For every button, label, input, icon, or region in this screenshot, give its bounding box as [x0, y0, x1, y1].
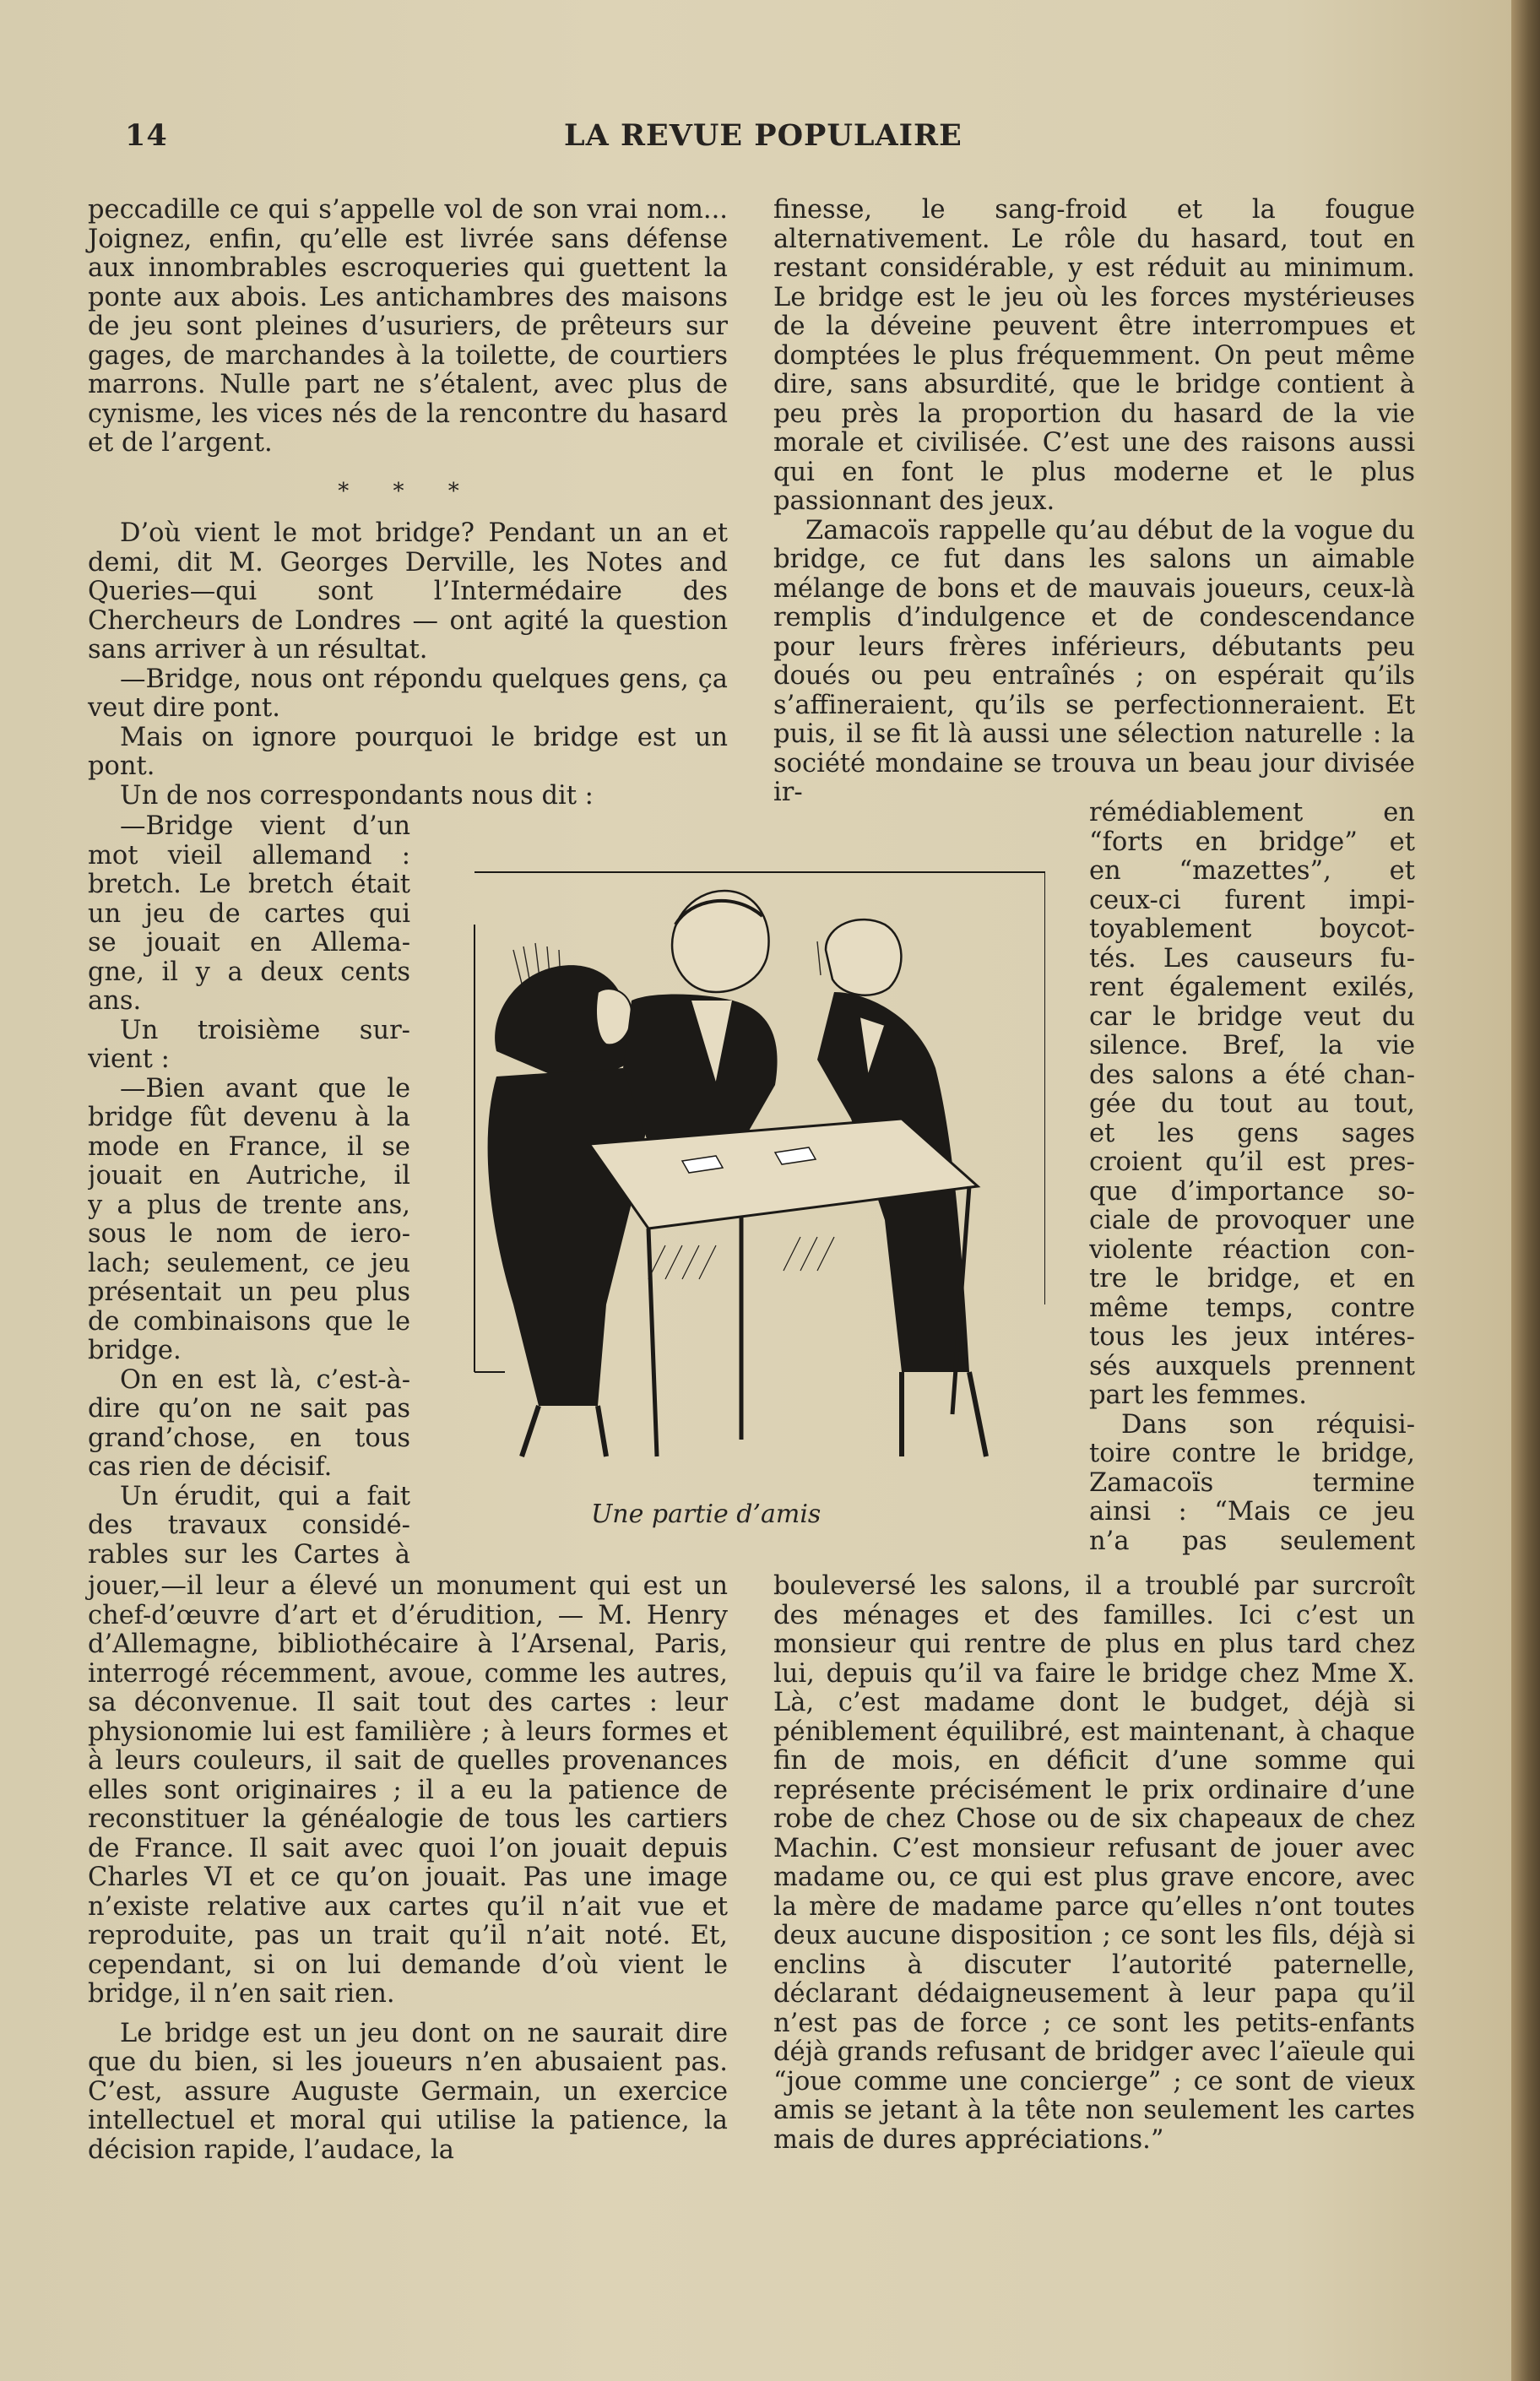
text-line: mode en France, il se — [88, 1132, 410, 1162]
column-2-narrow — [1089, 799, 1415, 1556]
text-line: —Bridge vient d’un — [120, 812, 410, 841]
text-line: cas rien de décisif. — [88, 1453, 333, 1482]
text-line: ciale de provoquer une — [1089, 1207, 1415, 1235]
text-line: y a plus de trente ans, — [88, 1190, 410, 1220]
text-line: des travaux considé- — [88, 1511, 410, 1540]
text-line: part les femmes. — [1089, 1381, 1307, 1410]
player-center — [623, 891, 778, 1144]
column-2-top — [773, 196, 1415, 808]
text-line: et les gens sages — [1089, 1119, 1415, 1148]
text-line: sés auxquels prennent — [1089, 1352, 1415, 1381]
text-line: lach; seulement, ce jeu — [88, 1249, 410, 1278]
text-line: de combinaisons que le — [88, 1307, 410, 1337]
text-line: Un érudit, qui a fait — [120, 1482, 410, 1511]
paragraph: peccadille ce qui s’appelle vol de son vrai nom... Joignez, enfin, qu’elle est livrée sans défense aux innombrables escroqueries qui guettent la ponte aux abois. Les antichambres des maisons de jeu sont pleines d’usuriers, de prêteurs sur gages, de marchandes à la toilette, de courtiers marrons. Nulle part ne s’étalent, avec plus de cynisme, les vices nés de la rencontre du hasard et de l’argent. — [88, 195, 728, 458]
page-spine-edge — [1511, 0, 1540, 2381]
text-line: sous le nom de iero- — [88, 1220, 410, 1249]
text-line: rables sur les Cartes à — [88, 1540, 410, 1570]
text-line: en “mazettes”, et — [1089, 857, 1415, 886]
text-line: “forts en bridge” et — [1089, 827, 1415, 857]
paragraph: Mais on ignore pourquoi le bridge est un pont. — [88, 722, 728, 781]
text-line: bridge fût devenu à la — [88, 1104, 410, 1132]
column-2-bottom — [773, 1572, 1415, 2155]
paragraph: Le bridge est un jeu dont on ne saurait dire que du bien, si les joueurs n’en abusaient pas. C’est, assure Auguste Germain, un exercice intellectuel et moral qui utilise la patience, la décision rapide, l’audace, la — [88, 2018, 728, 2165]
paragraph: D’où vient le mot bridge? Pendant un an et demi, dit M. Georges Derville, les Notes and Queries—qui sont l’Intermédaire des Chercheurs de Londres — ont agité la question sans arriver à un résultat. — [88, 518, 728, 664]
page-number: 14 — [125, 118, 168, 153]
text-line: rent également exilés, — [1089, 974, 1415, 1002]
text-line: bridge. — [88, 1337, 182, 1365]
text-line: dire qu’on ne sait pas — [88, 1395, 410, 1424]
paragraph: bouleversé les salons, il a troublé par surcroît des ménages et des familles. Ici c’est un monsieur qui rentre de plus en plus tard chez lui, depuis qu’il va faire le bridge chez Mme X. Là, c’est madame dont le budget, déjà si péniblement équilibré, est maintenant, à chaque fin de mois, en déficit d’une somme qui représente précisément le prix ordinaire d’une robe de chez Chose ou de six chapeaux de chez Machin. C’est monsieur refusant de jouer avec madame ou, ce qui est plus grave encore, avec la mère de madame parce qu’elles n’ont toutes deux aucune disposition ; ce sont les fils, déjà si enclins à discuter l’autorité paternelle, déclarant dédaigneusement à leur papa qu’il n’est pas de force ; ce sont les petits-enfants déjà grands refusant de bridger avec l’aïeule qui “joue comme une concierge” ; ce sont de vieux amis se jetant à la tête non seulement les cartes mais de dures appréciations.” — [773, 1571, 1415, 2155]
text-line: tous les jeux intéres- — [1089, 1323, 1415, 1352]
text-line: rémédiablement en — [1089, 799, 1415, 827]
text-line: se jouait en Allema- — [88, 929, 410, 957]
text-line: —Bien avant que le — [120, 1074, 410, 1104]
text-line: toyablement boycot- — [1089, 915, 1415, 944]
paragraph: Zamacoïs rappelle qu’au début de la vogue du bridge, ce fut dans les salons un aimable mélange de bons et de mauvais joueurs, ceux-là remplis d’indulgence et de condescendance pour leurs frères inférieurs, débutants peu doués ou peu entraînés ; on espérait qu’ils s’affineraient, qu’ils se perfectionneraient. Et puis, il se fit là aussi une sélection naturelle : la société mondaine se trouva un beau jour divisée ir- — [773, 515, 1415, 807]
text-line: grand’chose, en tous — [88, 1424, 410, 1453]
illustration-card-players — [463, 865, 1045, 1473]
text-line: des salons a été chan- — [1089, 1060, 1415, 1090]
text-line: mot vieil allemand : — [88, 841, 410, 871]
text-line: tre le bridge, et en — [1089, 1265, 1415, 1294]
text-line: Dans son réquisi- — [1121, 1410, 1415, 1440]
text-line: ans. — [88, 987, 142, 1016]
text-line: Zamacoïs termine — [1089, 1468, 1415, 1498]
text-line: n’a pas seulement — [1089, 1527, 1415, 1556]
paragraph: Un de nos correspondants nous dit : — [120, 780, 594, 811]
paragraph: finesse, le sang-froid et la fougue alternativement. Le rôle du hasard, tout en restant considérable, y est réduit au minimum. Le bridge est le jeu où les forces mystérieuses de la déveine peuvent être interrompues et domptées le plus fréquemment. On peut même dire, sans absurdité, que le bridge contient à peu près la proportion du hasard de la vie morale et civilisée. C’est une des raisons aussi qui en font le plus moderne et le plus passionnant des jeux. — [773, 195, 1415, 516]
paragraph: —Bridge, nous ont répondu quelques gens, ça veut dire pont. — [88, 664, 728, 723]
column-1-top — [88, 196, 728, 811]
text-line: ceux-ci furent impi- — [1089, 886, 1415, 915]
player-left — [488, 965, 648, 1456]
text-line: bretch. Le bretch était — [88, 871, 410, 899]
text-line: présentait un peu plus — [88, 1278, 410, 1307]
column-1-wrap — [88, 812, 410, 1570]
text-line: violente réaction con- — [1089, 1235, 1415, 1265]
illustration-caption: Une partie d’amis — [591, 1500, 822, 1529]
column-1-bottom — [88, 1572, 728, 2165]
section-separator: * * * — [338, 478, 478, 504]
text-line: vient : — [88, 1045, 170, 1074]
paragraph: jouer,—il leur a élevé un monument qui est un chef-d’œuvre d’art et d’érudition, — M. Henry d’Allemagne, bibliothécaire à l’Arsenal, Paris, interrogé récemment, avoue, comme les autres, sa déconvenue. Il sait tout des cartes : leur physionomie lui est familière ; à leurs formes et à leurs couleurs, il sait de quelles provenances elles sont originaires ; il a eu la patience de reconstituer la généalogie de tous les cartiers de France. Il sait avec quoi l’on jouait depuis Charles VI et ce qu’on jouait. Pas une image n’existe relative aux cartes qu’il n’ait vue et reproduite, pas un trait qu’il n’ait noté. Et, cependant, si on lui demande d’où vient le bridge, il n’en sait rien. — [88, 1571, 728, 2009]
text-line: toire contre le bridge, — [1089, 1440, 1415, 1468]
text-line: tés. Les causeurs fu- — [1089, 944, 1415, 974]
text-line: jouait en Autriche, il — [88, 1162, 410, 1190]
running-title: LA REVUE POPULAIRE — [564, 118, 962, 153]
text-line: gne, il y a deux cents — [88, 957, 410, 987]
text-line: gée du tout au tout, — [1089, 1090, 1415, 1119]
text-line: croient qu’il est pres- — [1089, 1148, 1415, 1177]
text-line: ainsi : “Mais ce jeu — [1089, 1498, 1415, 1527]
text-line: car le bridge veut du — [1089, 1002, 1415, 1032]
text-line: que d’importance so- — [1089, 1177, 1415, 1207]
text-line: même temps, contre — [1089, 1294, 1415, 1323]
text-line: On en est là, c’est-à- — [120, 1365, 410, 1395]
text-line: silence. Bref, la vie — [1089, 1032, 1415, 1060]
text-line: Un troisième sur- — [120, 1016, 410, 1045]
text-line: un jeu de cartes qui — [88, 899, 410, 929]
